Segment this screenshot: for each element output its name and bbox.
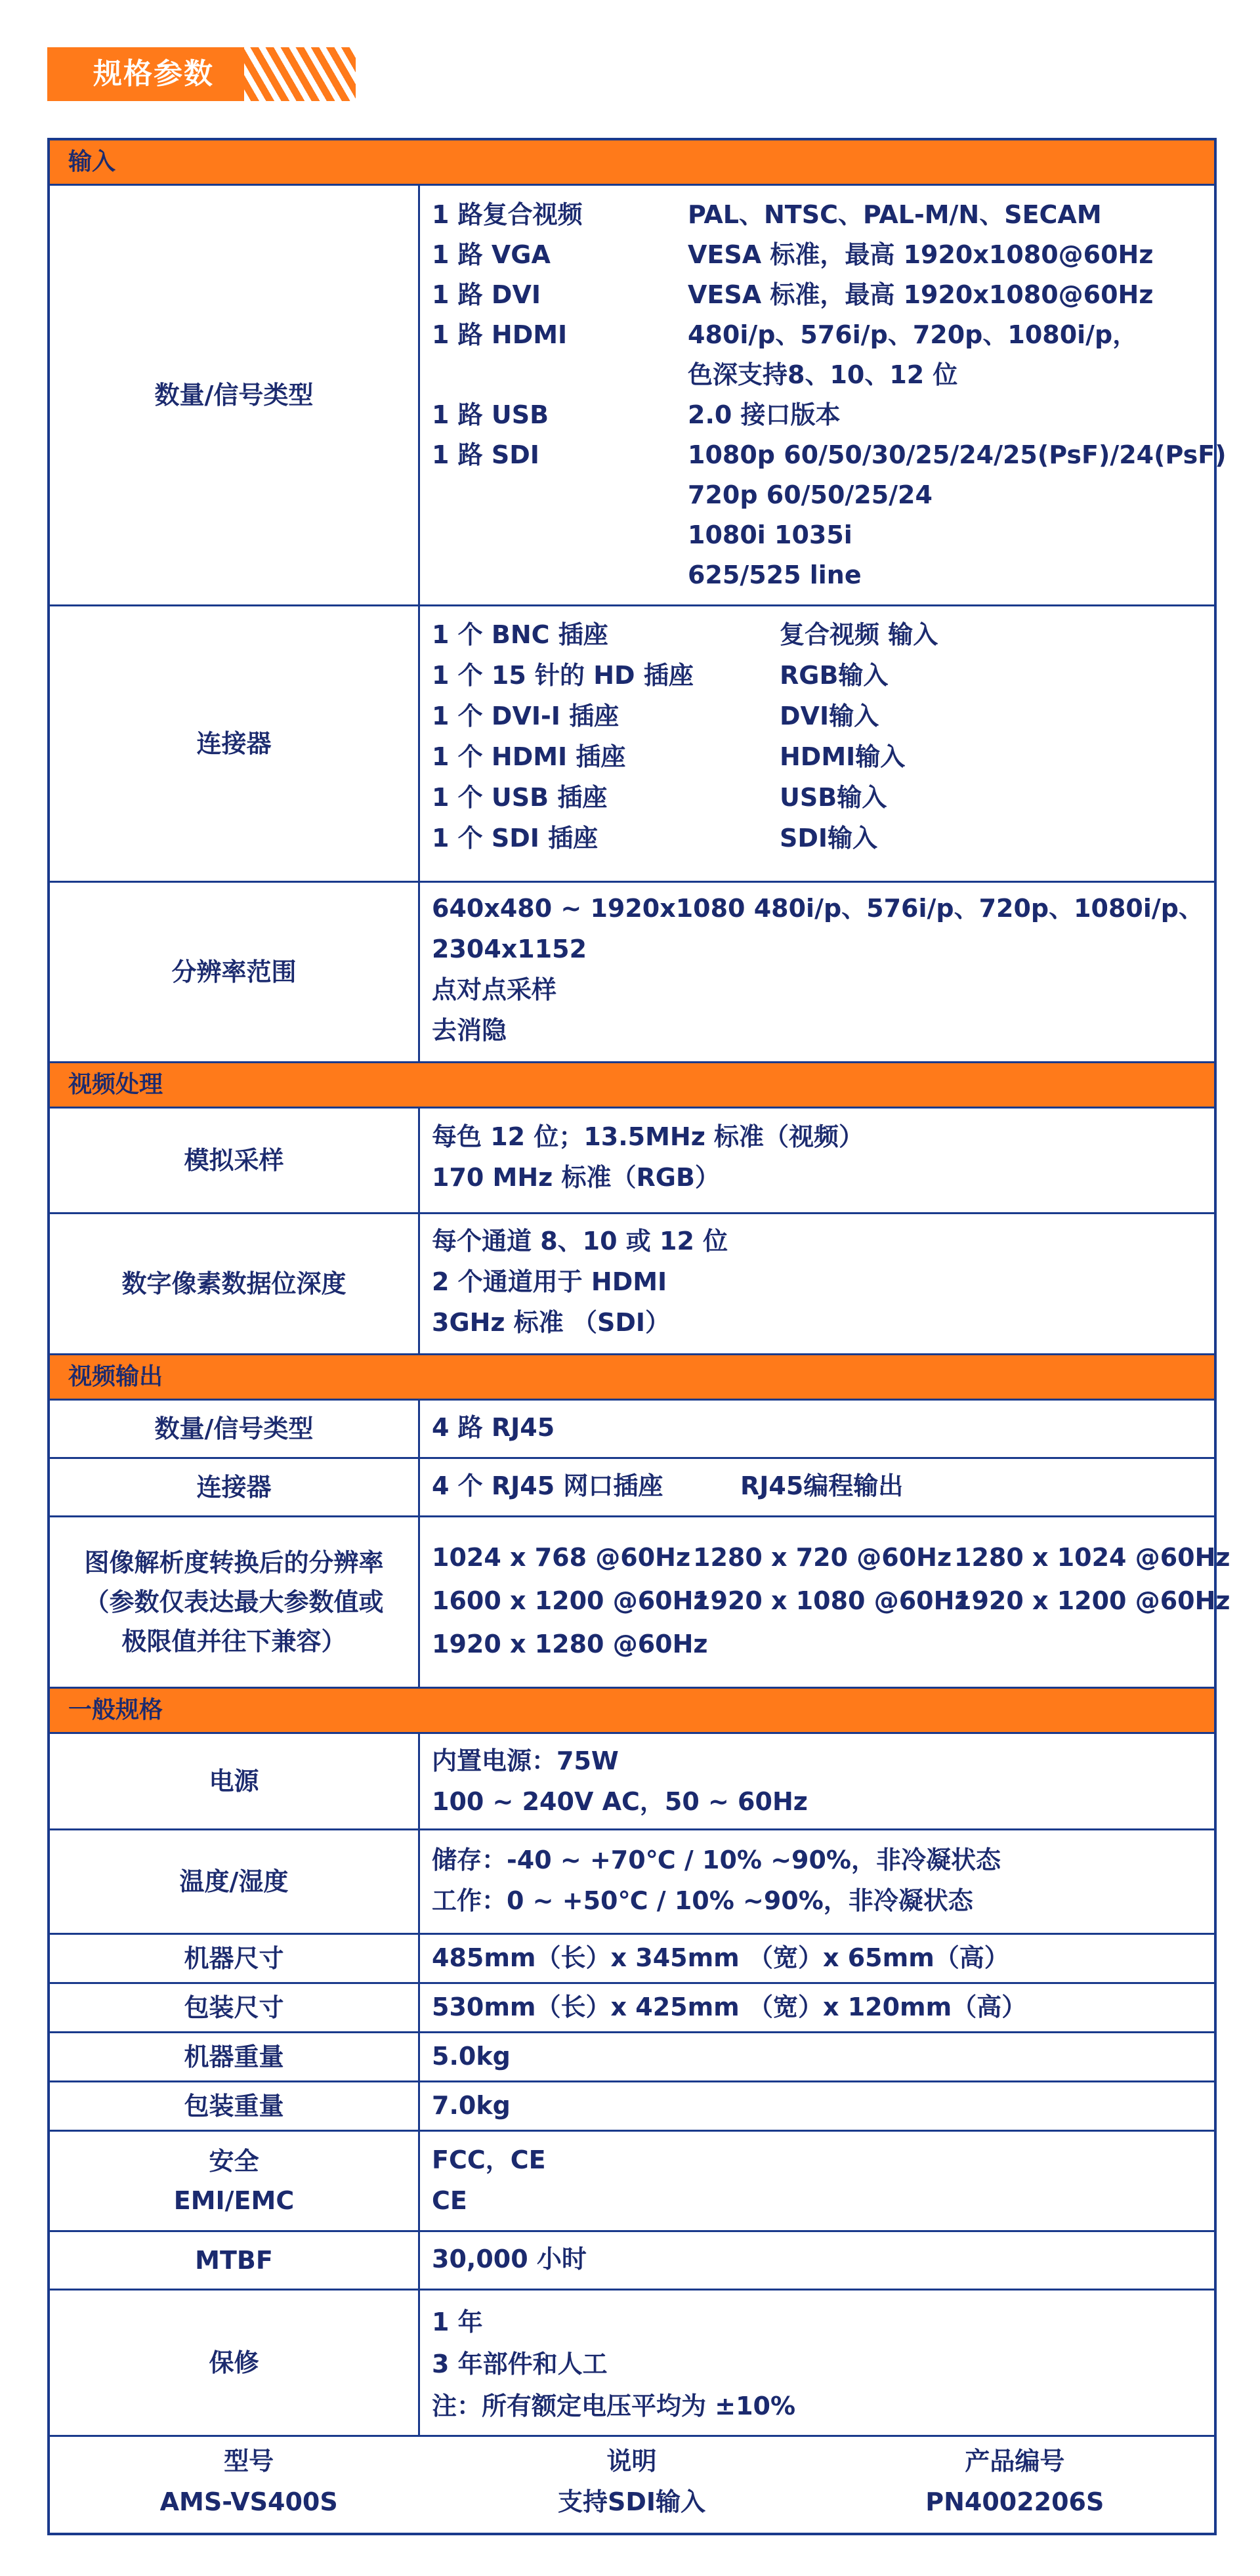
row-value — [420, 186, 1227, 604]
value-cell: 1920 x 1200 @60Hz — [954, 1586, 1230, 1615]
value-cell: VESA 标准，最高 1920x1080@60Hz — [688, 280, 1154, 309]
value-line — [432, 195, 1227, 235]
row-value — [420, 1459, 1214, 1515]
spec-table — [47, 138, 1230, 2535]
value-cell — [432, 355, 688, 395]
value-cell: 1 路 SDI — [432, 440, 539, 469]
row-label: 机器尺寸 — [50, 1935, 420, 1982]
value-line: 30,000 小时 — [432, 2245, 587, 2273]
value-line: 4 路 RJ45 — [432, 1413, 555, 1442]
value-cell — [432, 515, 688, 555]
row-label: 电源 — [50, 1734, 420, 1828]
row-value — [420, 1517, 1230, 1687]
value-line — [432, 818, 1214, 858]
value-cell: SDI输入 — [780, 824, 878, 853]
value-line — [432, 515, 1227, 555]
value-cell: 1024 x 768 @60Hz — [432, 1543, 691, 1572]
product-number-value: PN4002206S — [925, 2487, 1104, 2516]
row-label: 机器重量 — [50, 2033, 420, 2080]
value-cell: 1 路复合视频 — [432, 200, 583, 229]
value-cell: 1 个 15 针的 HD 插座 — [432, 661, 694, 690]
page-title: 规格参数 — [93, 57, 214, 91]
value-line — [432, 475, 1227, 515]
value-line: 640x480 ~ 1920x1080 480i/p、576i/p、720p、1080i/p、 — [432, 894, 1204, 923]
value-line — [432, 275, 1227, 315]
value-line: 485mm（长）x 345mm （宽）x 65mm（高） — [432, 1943, 1009, 1972]
description-header: 说明 — [606, 2447, 657, 2476]
value-cell: 1 个 BNC 插座 — [432, 620, 608, 649]
value-line: 每色 12 位；13.5MHz 标准（视频） — [432, 1122, 864, 1151]
row-unit-size — [50, 1935, 1214, 1984]
value-line: 工作：0 ~ +50℃ / 10% ~90%，非冷凝状态 — [432, 1886, 973, 1915]
row-value — [420, 1984, 1214, 2031]
value-line — [432, 1622, 1230, 1666]
value-line: 7.0kg — [432, 2091, 511, 2120]
value-line: 储存：-40 ~ +70℃ / 10% ~90%，非冷凝状态 — [432, 1846, 1001, 1874]
section-processing: 视频处理 — [50, 1063, 1214, 1109]
row-label: 安全 EMI/EMC — [50, 2132, 420, 2230]
value-cell: 1920 x 1080 @60Hz — [693, 1586, 969, 1615]
row-value — [420, 2232, 1214, 2289]
value-line — [432, 655, 1214, 696]
value-line: 2 个通道用于 HDMI — [432, 1267, 667, 1296]
value-line: 每个通道 8、10 或 12 位 — [432, 1227, 728, 1256]
row-label: 温度/湿度 — [50, 1830, 420, 1933]
model-column — [160, 2441, 338, 2522]
row-output-resolutions — [50, 1517, 1230, 1689]
product-number-header: 产品编号 — [965, 2447, 1065, 2476]
row-input-resolution — [50, 883, 1214, 1063]
value-cell: 1 路 DVI — [432, 280, 541, 309]
row-label: 图像解析度转换后的分辨率 （参数仅表达最大参数值或 极限值并往下兼容） — [50, 1517, 420, 1687]
value-line — [432, 1579, 1230, 1622]
value-cell: 1 个 DVI-I 插座 — [432, 702, 620, 730]
value-line: 3GHz 标准 （SDI） — [432, 1308, 671, 1337]
value-line — [432, 235, 1227, 275]
value-cell: RJ45编程输出 — [740, 1471, 904, 1500]
row-input-connector — [50, 606, 1214, 883]
value-cell: 复合视频 输入 — [780, 620, 938, 649]
row-label: 模拟采样 — [50, 1109, 420, 1212]
spec-header — [47, 47, 356, 101]
value-cell: 1 个 HDMI 插座 — [432, 742, 626, 771]
value-cell: 1280 x 1024 @60Hz — [954, 1543, 1230, 1572]
value-line: 点对点采样 — [432, 975, 557, 1004]
model-value: AMS-VS400S — [159, 2487, 338, 2516]
value-line — [432, 736, 1214, 777]
row-safety — [50, 2132, 1214, 2232]
value-cell: RGB输入 — [780, 661, 889, 690]
row-value — [420, 2033, 1214, 2080]
row-bit-depth — [50, 1214, 1214, 1355]
value-cell: 4 个 RJ45 网口插座 — [432, 1471, 663, 1500]
value-cell: 1080i 1035i — [688, 520, 852, 549]
value-line: 170 MHz 标准（RGB） — [432, 1163, 720, 1192]
row-label: 包装尺寸 — [50, 1984, 420, 2031]
value-line — [432, 614, 1214, 655]
value-line — [432, 777, 1214, 818]
row-label: 数量/信号类型 — [50, 186, 420, 604]
value-cell: 2.0 接口版本 — [688, 400, 841, 429]
value-cell: 1 路 HDMI — [432, 320, 568, 349]
value-line: 100 ~ 240V AC，50 ~ 60Hz — [432, 1787, 808, 1816]
row-label: 包装重量 — [50, 2082, 420, 2130]
value-line: FCC，CE — [432, 2145, 546, 2174]
value-line — [432, 395, 1227, 435]
row-label: 连接器 — [50, 606, 420, 881]
row-package-weight — [50, 2082, 1214, 2132]
value-cell: 480i/p、576i/p、720p、1080i/p， — [688, 320, 1138, 349]
row-value — [420, 883, 1214, 1061]
row-label: MTBF — [50, 2232, 420, 2289]
value-line — [432, 435, 1227, 475]
row-value — [420, 2291, 1214, 2435]
row-mtbf — [50, 2232, 1214, 2291]
row-unit-weight — [50, 2033, 1214, 2082]
value-line — [432, 1536, 1230, 1579]
row-label: 连接器 — [50, 1459, 420, 1515]
row-label: 分辨率范围 — [50, 883, 420, 1061]
model-header: 型号 — [224, 2447, 274, 2476]
value-line — [432, 315, 1227, 355]
row-input-count — [50, 186, 1227, 606]
row-output-connector — [50, 1459, 1214, 1517]
row-value — [420, 2132, 1214, 2230]
value-line: CE — [432, 2186, 467, 2215]
description-column — [558, 2441, 705, 2522]
section-input: 输入 — [50, 140, 1214, 186]
value-line: 5.0kg — [432, 2042, 511, 2071]
value-line: 去消隐 — [432, 1016, 507, 1045]
value-cell: 1 个 USB 插座 — [432, 783, 608, 812]
row-value — [420, 1214, 1214, 1353]
row-analog-sampling — [50, 1109, 1214, 1214]
value-cell: 1280 x 720 @60Hz — [693, 1543, 952, 1572]
value-cell: DVI输入 — [780, 702, 879, 730]
value-line — [432, 696, 1214, 736]
value-cell: VESA 标准，最高 1920x1080@60Hz — [688, 240, 1154, 269]
value-cell: 1600 x 1200 @60Hz — [432, 1586, 708, 1615]
value-line — [432, 355, 1227, 395]
row-value — [420, 1401, 1214, 1457]
value-line: 注：所有额定电压平均为 ±10% — [432, 2392, 796, 2420]
row-value — [420, 1935, 1214, 1982]
value-line: 内置电源：75W — [432, 1746, 619, 1775]
model-info — [50, 2437, 1214, 2533]
value-cell: 1 路 VGA — [432, 240, 551, 269]
value-line — [432, 1466, 1214, 1506]
value-cell: PAL、NTSC、PAL-M/N、SECAM — [688, 200, 1102, 229]
row-value — [420, 1734, 1214, 1828]
value-line: 530mm（长）x 425mm （宽）x 120mm（高） — [432, 1993, 1027, 2021]
value-cell: 1 个 SDI 插座 — [432, 824, 598, 853]
value-cell: 色深支持8、10、12 位 — [688, 360, 958, 389]
value-cell — [432, 475, 688, 515]
row-value — [420, 1109, 1214, 1212]
section-general: 一般规格 — [50, 1689, 1214, 1734]
row-temperature — [50, 1830, 1214, 1935]
row-output-count — [50, 1401, 1214, 1459]
row-label: 数量/信号类型 — [50, 1401, 420, 1457]
value-cell: 625/525 line — [688, 560, 862, 589]
value-line: 2304x1152 — [432, 935, 587, 963]
value-cell: 1920 x 1280 @60Hz — [432, 1630, 708, 1658]
product-number-column — [925, 2441, 1104, 2522]
row-label: 保修 — [50, 2291, 420, 2435]
value-cell — [432, 555, 688, 595]
row-value — [420, 606, 1214, 881]
value-cell: USB输入 — [780, 783, 887, 812]
description-value: 支持SDI输入 — [557, 2487, 706, 2516]
value-line — [432, 555, 1227, 595]
value-cell: 1 路 USB — [432, 400, 549, 429]
value-line: 3 年部件和人工 — [432, 2350, 608, 2378]
row-value — [420, 1830, 1214, 1933]
row-value — [420, 2082, 1214, 2130]
value-cell: 720p 60/50/25/24 — [688, 480, 933, 509]
value-cell: HDMI输入 — [780, 742, 906, 771]
value-cell: 1080p 60/50/30/25/24/25(PsF)/24(PsF) — [688, 440, 1227, 469]
row-package-size — [50, 1984, 1214, 2033]
row-warranty — [50, 2291, 1214, 2437]
value-line: 1 年 — [432, 2308, 483, 2336]
section-output: 视频输出 — [50, 1355, 1214, 1401]
row-power — [50, 1734, 1214, 1830]
row-label: 数字像素数据位深度 — [50, 1214, 420, 1353]
header-stripes-decoration — [244, 47, 356, 101]
